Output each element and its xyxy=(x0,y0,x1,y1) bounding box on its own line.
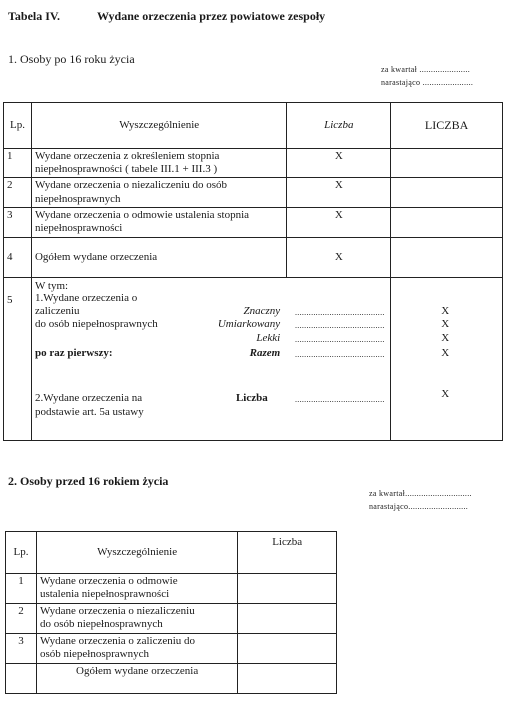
section1-table xyxy=(3,102,503,441)
row-desc-line2: osób niepełnosprawnych xyxy=(39,648,149,661)
document-title: Wydane orzeczenia przez powiatowe zespoły xyxy=(97,9,326,23)
row-value xyxy=(238,604,337,634)
table-row xyxy=(4,149,503,178)
row-lp: 3 xyxy=(6,634,37,664)
row-desc-line1: Wydane orzeczenia o odmowie ustalenia stopnia xyxy=(34,208,250,221)
col-lp-header: Lp. xyxy=(4,103,32,149)
row-desc-line1: Wydane orzeczenia o niezaliczeniu do osób xyxy=(34,179,228,192)
table-row xyxy=(6,604,337,634)
row-lp: 4 xyxy=(4,237,32,277)
table-row xyxy=(6,634,337,664)
row-lp: 1 xyxy=(4,149,32,178)
row-value xyxy=(238,574,337,604)
row-col4 xyxy=(391,237,503,277)
row-value xyxy=(238,664,337,694)
table-row xyxy=(4,237,503,277)
row-desc-line2: niepełnosprawności ( tabele III.1 + III.3 ) xyxy=(34,163,218,176)
row-desc-line2: ustalenia niepełnosprawności xyxy=(39,588,170,601)
col-desc-header: Wyszczególnienie xyxy=(31,103,286,149)
row-lp: 5 xyxy=(4,277,32,440)
row-desc xyxy=(36,574,237,604)
row-col3: X xyxy=(287,237,391,277)
liczba-x: X xyxy=(441,387,450,400)
row-desc-line2: niepełnosprawnych xyxy=(34,192,121,205)
level-razem: Razem xyxy=(249,346,281,359)
row5-liczba-label: Liczba xyxy=(235,391,268,404)
row5-liczba-dots: ....................................... xyxy=(294,394,385,404)
row-desc: Ogółem wydane orzeczenia xyxy=(31,237,286,277)
row5-line-a: 1.Wydane orzeczenia o xyxy=(34,291,138,304)
section1-period-quarter: za kwartał ...................... xyxy=(381,65,470,74)
section1-header-row xyxy=(4,103,503,149)
level-dots: ....................................... xyxy=(294,320,385,330)
level-x: X xyxy=(441,304,450,317)
section2-period-quarter: za kwartał............................. xyxy=(369,489,472,498)
row5-w-tym: W tym: xyxy=(34,279,69,292)
row-desc xyxy=(31,149,286,178)
row-desc-line1: Wydane orzeczenia o odmowie xyxy=(39,575,178,587)
row-col4 xyxy=(391,207,503,237)
row-desc xyxy=(36,634,237,664)
row-lp: 1 xyxy=(6,574,37,604)
row-desc-line1: Wydane orzeczenia z określeniem stopnia xyxy=(34,150,220,162)
row-col3: X xyxy=(287,149,391,178)
col-liczba-header: Liczba xyxy=(238,532,337,574)
row-col4 xyxy=(391,149,503,178)
row5-details xyxy=(31,277,390,440)
row-desc-line1: Wydane orzeczenia o niezaliczeniu xyxy=(39,605,195,617)
level-umiarkowany: Umiarkowany xyxy=(217,317,281,330)
row-total-label: Ogółem wydane orzeczenia xyxy=(36,664,237,694)
row-lp xyxy=(6,664,37,694)
row-desc xyxy=(31,207,286,237)
row-lp: 2 xyxy=(6,604,37,634)
table-row xyxy=(4,178,503,207)
row-col3: X xyxy=(287,207,391,237)
level-dots: ....................................... xyxy=(294,307,385,317)
level-dots: ....................................... xyxy=(294,334,385,344)
section2-heading: 2. Osoby przed 16 rokiem życia xyxy=(8,474,169,488)
col-lp-header: Lp. xyxy=(6,532,37,574)
level-znaczny: Znaczny xyxy=(243,304,281,317)
row-desc-line2: niepełnosprawności xyxy=(34,221,123,234)
row-col3: X xyxy=(287,178,391,207)
row5-line-d: po raz pierwszy: xyxy=(34,346,113,359)
section2-header-row xyxy=(6,532,337,574)
col-desc-header: Wyszczególnienie xyxy=(36,532,237,574)
row5-line-e: 2.Wydane orzeczenia na xyxy=(34,391,143,404)
section2-period-cumulative: narastająco.......................... xyxy=(369,502,469,511)
row-desc xyxy=(31,178,286,207)
table-row xyxy=(4,207,503,237)
level-dots: ....................................... xyxy=(294,349,385,359)
level-lekki: Lekki xyxy=(256,331,281,344)
table-number: Tabela IV. xyxy=(8,9,61,23)
level-x: X xyxy=(441,331,450,344)
level-x: X xyxy=(441,317,450,330)
section1-period-cumulative: narastająco ...................... xyxy=(381,78,474,87)
row-desc-line2: do osób niepełnosprawnych xyxy=(39,618,163,631)
row5-line-b: zaliczeniu xyxy=(34,304,80,317)
row-lp: 2 xyxy=(4,178,32,207)
row5-line-c: do osób niepełnosprawnych xyxy=(34,317,158,330)
section1-heading: 1. Osoby po 16 roku życia xyxy=(8,52,135,66)
level-x: X xyxy=(441,346,450,359)
row-lp: 3 xyxy=(4,207,32,237)
table-row xyxy=(4,277,503,440)
row5-x-column xyxy=(391,277,503,440)
section2-table xyxy=(5,531,337,694)
row-desc-line1: Wydane orzeczenia o zaliczeniu do xyxy=(39,635,196,647)
row-value xyxy=(238,634,337,664)
row-col4 xyxy=(391,178,503,207)
table-row-total xyxy=(6,664,337,694)
col-liczba-header: Liczba xyxy=(287,103,391,149)
col-liczba-caps-header: LICZBA xyxy=(391,103,503,149)
row-desc xyxy=(36,604,237,634)
table-row xyxy=(6,574,337,604)
row5-line-f: podstawie art. 5a ustawy xyxy=(34,405,144,418)
